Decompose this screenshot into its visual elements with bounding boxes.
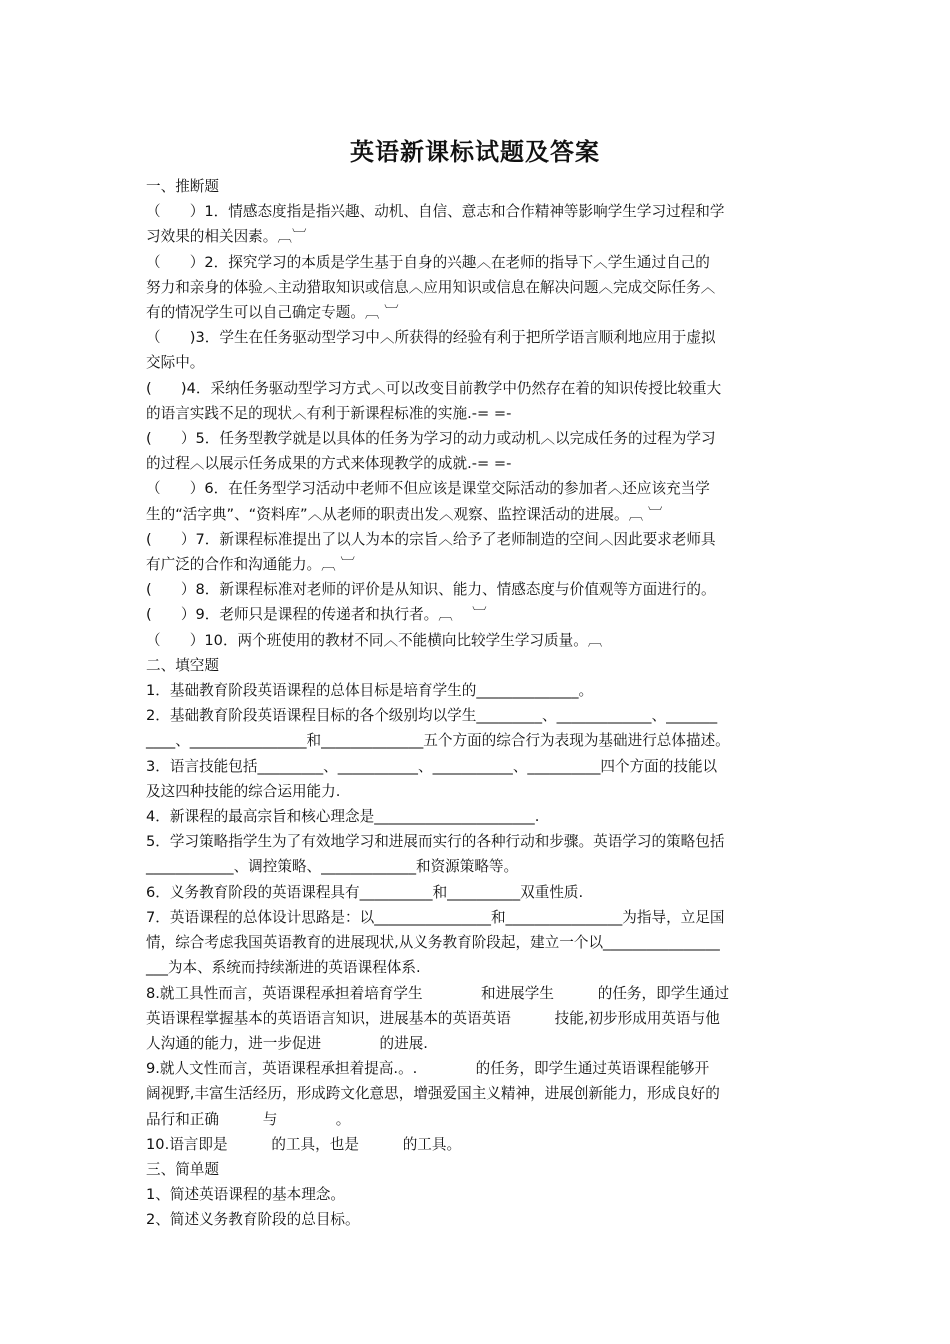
question-line: 10.语言即是 的工具，也是 的工具。	[146, 1135, 462, 1153]
question-line: 6．义务教育阶段的英语课程具有__________和__________双重性质.	[146, 883, 584, 901]
question-line: ___为本、系统而持续渐进的英语课程体系.	[146, 959, 421, 977]
question-line: 习效果的相关因素。︹︺	[146, 228, 307, 246]
document-title: 英语新课标试题及答案	[350, 137, 600, 166]
question-line: 3．语言技能包括_________、___________、___________、__________四个方面的技能以	[146, 757, 718, 775]
question-line: 阔视野,丰富生活经历，形成跨文化意思，增强爱国主义精神，进展创新能力，形成良好的	[146, 1085, 720, 1103]
question-line: （ ）10．两个班使用的教材不同︿不能横向比较学生学习质量。︹	[146, 631, 603, 649]
question-line: 2．基础教育阶段英语课程目标的各个级别均以学生_________、_____________、_______	[146, 707, 718, 725]
question-line: （ ）6．在任务型学习活动中老师不但应该是课堂交际活动的参加者︿还应该充当学	[146, 480, 710, 498]
question-line: 及这四种技能的综合运用能力.	[146, 782, 341, 800]
question-line: 人沟通的能力，进一步促进 的进展.	[146, 1034, 428, 1052]
section-heading: 三、简单题	[146, 1160, 219, 1178]
question-line: ( ）8．新课程标准对老师的评价是从知识、能力、情感态度与价值观等方面进行的。	[146, 581, 716, 599]
question-line: 4．新课程的最高宗旨和核心理念是______________________.	[146, 808, 540, 826]
question-line: （ ）2．探究学习的本质是学生基于自身的兴趣︿在老师的指导下︿学生通过自己的	[146, 253, 710, 271]
question-line: 的过程︿以展示任务成果的方式来体现教学的成就.-= =-	[146, 455, 512, 473]
question-line: 品行和正确 与 。	[146, 1110, 351, 1128]
section-heading: 一、推断题	[146, 178, 219, 195]
question-line: ( )4．采纳任务驱动型学习方式︿可以改变目前教学中仍然存在着的知识传授比较重大	[146, 379, 722, 397]
section-heading: 二、填空题	[146, 656, 219, 674]
question-line: （ )3．学生在任务驱动型学习中︿所获得的经验有利于把所学语言顺利地应用于虚拟	[146, 329, 716, 347]
question-line: ____、________________和______________五个方面的综合行为表现为基础进行总体描述。	[146, 732, 730, 750]
question-line: 1、简述英语课程的基本理念。	[146, 1186, 346, 1204]
question-line: 7．英语课程的总体设计思路是：以________________和________________为指导，立足国	[146, 908, 725, 926]
question-line: 有广泛的合作和沟通能力。︹ ︺	[146, 556, 355, 574]
question-line: 1．基础教育阶段英语课程的总体目标是培育学生的______________。	[146, 682, 594, 700]
document-body	[146, 174, 810, 1233]
question-line: （ ）1．情感态度指是指兴趣、动机、自信、意志和合作精神等影响学生学习过程和学	[146, 203, 725, 221]
question-line: ( ）9．老师只是课程的传递者和执行者。︹ ︺	[146, 606, 487, 624]
question-line: ____________、调控策略、_____________和资源策略等。	[146, 858, 519, 876]
question-line: 英语课程掌握基本的英语语言知识，进展基本的英语英语 技能,初步形成用英语与他	[146, 1009, 720, 1027]
question-line: 的语言实践不足的现状︿有利于新课程标准的实施.-= =-	[146, 404, 512, 422]
question-line: 努力和亲身的体验︿主动猎取知识或信息︿应用知识或信息在解决问题︿完成交际任务︿	[146, 278, 716, 296]
question-line: ( ）5．任务型教学就是以具体的任务为学习的动力或动机︿以完成任务的过程为学习	[146, 430, 716, 448]
question-line: 8.就工具性而言，英语课程承担着培育学生 和进展学生 的任务，即学生通过	[146, 984, 730, 1002]
question-line: 5．学习策略指学生为了有效地学习和进展而实行的各种行动和步骤。英语学习的策略包括	[146, 833, 725, 851]
question-line: 情，综合考虑我国英语教育的进展现状,从义务教育阶段起，建立一个以________________	[146, 934, 720, 952]
question-line: 生的“活字典”、“资料库”︿从老师的职责出发︿观察、监控课活动的进展。︹ ︺	[146, 505, 663, 523]
question-line: 交际中。	[146, 354, 205, 372]
question-line: 2、简述义务教育阶段的总目标。	[146, 1211, 360, 1229]
question-line: 9.就人文性而言，英语课程承担着提高.。. 的任务，即学生通过英语课程能够开	[146, 1060, 710, 1078]
question-line: ( ）7．新课程标准提出了以人为本的宗旨︿给予了老师制造的空间︿因此要求老师具	[146, 530, 716, 548]
question-line: 有的情况学生可以自己确定专题。︹ ︺	[146, 304, 399, 322]
